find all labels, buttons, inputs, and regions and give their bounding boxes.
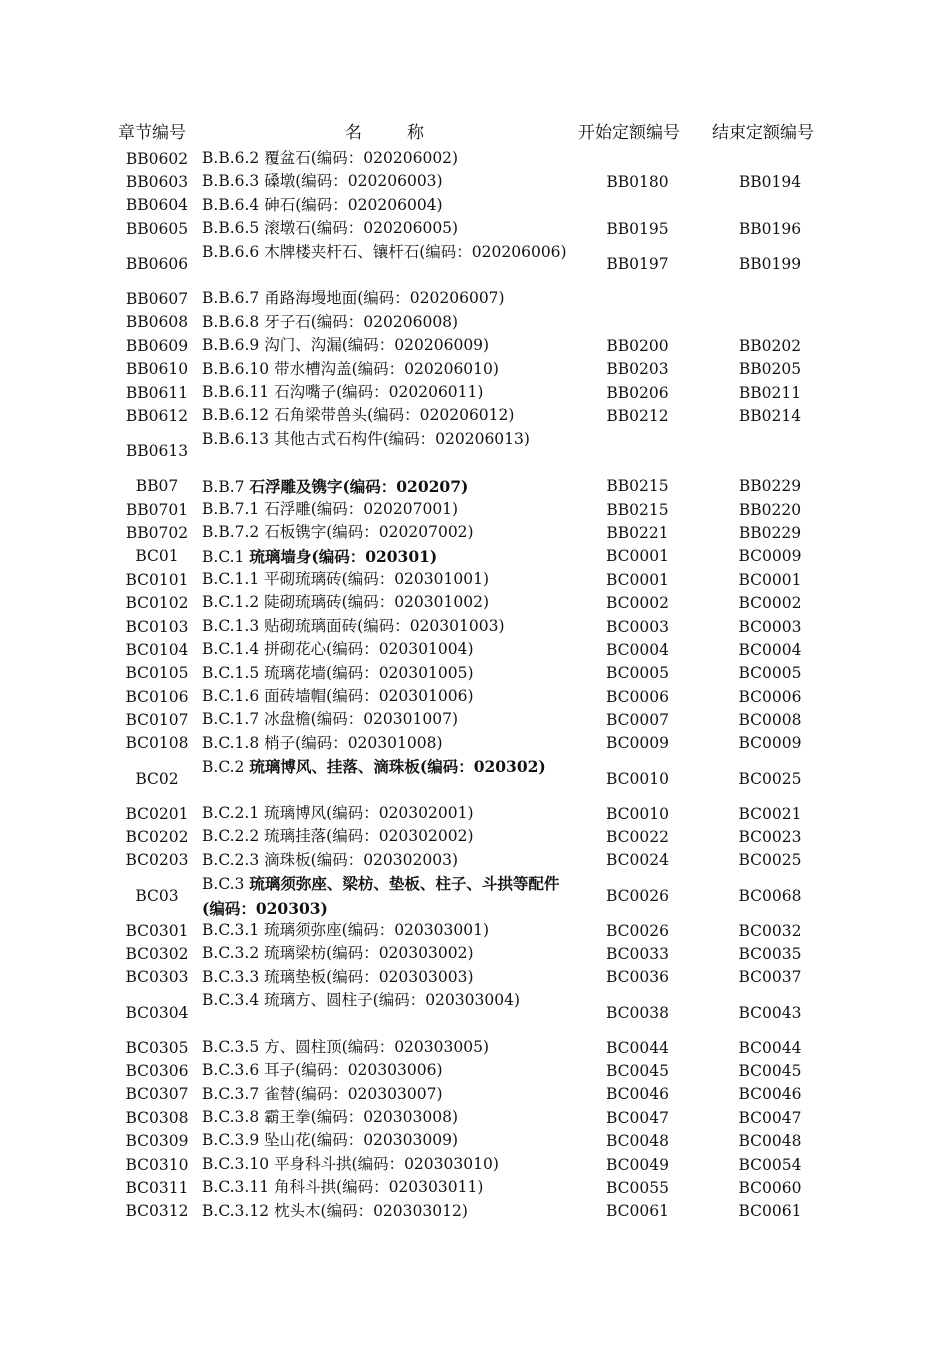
row-end-quota-code: BC0047 <box>738 1108 802 1127</box>
row-section-number: B.C.3.4 <box>202 991 260 1010</box>
table-row <box>0 404 950 427</box>
row-start-quota-code: BC0033 <box>606 945 669 964</box>
row-section-number: B.B.6.7 <box>202 289 260 308</box>
row-end-quota-code: BC0025 <box>738 769 802 788</box>
row-chapter-code: BB07 <box>135 477 179 496</box>
row-start-quota-code: BC0002 <box>606 594 669 613</box>
table-row <box>0 568 950 591</box>
table-row <box>0 287 950 310</box>
row-name <box>202 966 572 989</box>
row-section-number: B.C.2 <box>202 758 245 777</box>
row-item-name: 坠山花(编码：020303009) <box>264 1131 458 1150</box>
header-chapter-code: 章节编号 <box>118 123 186 143</box>
row-end-quota-code: BC0005 <box>738 664 802 683</box>
row-start-quota-code: BB0200 <box>606 336 669 355</box>
row-name <box>202 802 572 825</box>
row-chapter-code: BB0701 <box>125 500 189 519</box>
row-start-quota-code: BC0061 <box>606 1202 669 1221</box>
table-row <box>0 919 950 942</box>
row-chapter-code: BC0303 <box>125 968 189 987</box>
row-name <box>202 381 572 404</box>
row-section-number: B.C.3.3 <box>202 967 260 986</box>
row-chapter-code: BB0602 <box>125 149 189 168</box>
header-name: 名称 <box>345 123 469 143</box>
row-name <box>202 568 572 591</box>
table-row <box>0 989 950 1036</box>
row-chapter-code: BB0610 <box>125 360 189 379</box>
row-start-quota-code <box>600 194 675 217</box>
row-start-quota-code: BC0055 <box>606 1178 669 1197</box>
row-start-quota-code: BC0026 <box>606 921 669 940</box>
row-item-name: 石板镌字(编码：020207002) <box>264 523 474 542</box>
row-name <box>202 287 572 310</box>
row-item-name: 平身科斗拱(编码：020303010) <box>274 1154 499 1173</box>
row-end-quota-code: BC0048 <box>738 1132 802 1151</box>
row-end-quota-code: BC0001 <box>738 570 802 589</box>
row-name <box>202 638 572 661</box>
header-start-quota-code: 开始定额编号 <box>578 123 680 143</box>
row-start-quota-code: BC0036 <box>606 968 669 987</box>
row-end-quota-code <box>730 147 810 170</box>
row-chapter-code: BC0308 <box>125 1108 189 1127</box>
row-section-number: B.B.6.13 <box>202 429 270 448</box>
row-chapter-code: BC0107 <box>125 711 189 730</box>
row-section-number: B.C.1 <box>202 547 245 566</box>
row-end-quota-code: BC0045 <box>738 1062 802 1080</box>
table-row <box>0 662 950 685</box>
row-name <box>202 521 572 544</box>
row-section-number: B.C.1.5 <box>202 663 260 682</box>
row-end-quota-code: BC0044 <box>738 1038 802 1057</box>
row-item-name: 木牌楼夹杆石、镶杆石(编码：020206006) <box>264 242 567 261</box>
row-item-name: 其他古式石构件(编码：020206013) <box>274 429 530 448</box>
row-section-number: B.C.1.8 <box>202 733 260 752</box>
row-section-number: B.B.7.2 <box>202 523 260 542</box>
table-row <box>0 1153 950 1176</box>
row-name <box>202 358 572 381</box>
row-item-name: 石角梁带兽头(编码：020206012) <box>274 406 515 425</box>
row-name <box>202 1129 572 1152</box>
table-row <box>0 194 950 217</box>
row-start-quota-code: BC0049 <box>606 1155 669 1174</box>
row-item-name: 覆盆石(编码：020206002) <box>264 149 459 167</box>
table-row <box>0 170 950 193</box>
row-chapter-code: BC0312 <box>125 1202 189 1221</box>
row-item-name: 平砌琉璃砖(编码：020301001) <box>264 570 489 589</box>
row-end-quota-code: BC0068 <box>738 886 802 905</box>
row-section-number: B.B.6.3 <box>202 172 260 191</box>
row-chapter-code: BC0309 <box>125 1132 189 1151</box>
row-end-quota-code: BC0009 <box>738 734 802 753</box>
row-start-quota-code: BC0022 <box>606 828 669 847</box>
row-item-name: 方、圆柱顶(编码：020303005) <box>264 1037 489 1056</box>
row-start-quota-code: BC0006 <box>606 687 669 706</box>
row-end-quota-code <box>730 194 810 217</box>
row-name <box>202 591 572 614</box>
row-end-quota-code: BC0006 <box>738 687 802 706</box>
row-item-name: 拼砌花心(编码：020301004) <box>264 640 474 659</box>
table-row <box>0 475 950 498</box>
table-row <box>0 311 950 334</box>
row-item-name: 琉璃梁枋(编码：020303002) <box>264 944 474 963</box>
row-end-quota-code: BB0220 <box>738 500 802 519</box>
row-chapter-code: BB0609 <box>125 336 189 355</box>
row-section-number: B.C.3.7 <box>202 1084 260 1103</box>
header-end-quota-code: 结束定额编号 <box>712 123 814 143</box>
row-start-quota-code: BC0038 <box>606 1003 669 1022</box>
row-chapter-code: BB0606 <box>125 254 189 273</box>
row-item-name: 带水槽沟盖(编码：020206010) <box>274 359 499 378</box>
row-name <box>202 428 572 451</box>
row-chapter-code: BB0604 <box>125 196 189 215</box>
row-end-quota-code: BB0202 <box>738 336 802 355</box>
row-section-number: B.B.6.2 <box>202 149 260 167</box>
row-section-number: B.B.7.1 <box>202 499 260 518</box>
row-section-number: B.B.6.4 <box>202 195 260 214</box>
table-row <box>0 591 950 614</box>
row-section-number: B.C.3.6 <box>202 1061 260 1080</box>
row-name <box>202 989 572 1012</box>
row-section-number: B.C.3.12 <box>202 1201 270 1220</box>
row-end-quota-code: BC0008 <box>738 711 802 730</box>
row-end-quota-code: BC0043 <box>738 1003 802 1022</box>
table-row <box>0 732 950 755</box>
table-row <box>0 358 950 381</box>
row-chapter-code: BB0603 <box>125 173 189 192</box>
row-name <box>202 708 572 731</box>
row-name <box>202 872 572 921</box>
row-item-name: 琉璃垫板(编码：020303003) <box>264 967 474 986</box>
row-section-number: B.C.3.2 <box>202 944 260 963</box>
row-item-name: 琉璃墙身(编码：020301) <box>249 546 438 566</box>
row-start-quota-code: BC0010 <box>606 804 669 823</box>
table-row <box>0 428 950 475</box>
table-row <box>0 1059 950 1082</box>
row-section-number: B.C.1.7 <box>202 710 260 729</box>
row-name <box>202 334 572 357</box>
row-chapter-code: BB0612 <box>125 407 189 425</box>
row-end-quota-code: BB0196 <box>738 219 802 238</box>
row-name <box>202 404 572 427</box>
row-name <box>202 498 572 521</box>
row-name <box>202 1200 572 1223</box>
row-start-quota-code: BC0005 <box>606 664 669 683</box>
table-row <box>0 498 950 521</box>
table-row <box>0 1083 950 1106</box>
table-row <box>0 1176 950 1199</box>
row-chapter-code: BC0202 <box>125 828 189 847</box>
row-name <box>202 732 572 755</box>
row-chapter-code: BB0611 <box>125 383 189 402</box>
row-item-name: 枕头木(编码：020303012) <box>274 1201 468 1220</box>
row-name <box>202 194 572 217</box>
row-section-number: B.B.6.9 <box>202 336 260 355</box>
row-item-name: 磉墩(编码：020206003) <box>264 172 443 191</box>
row-section-number: B.C.3.1 <box>202 920 260 939</box>
row-end-quota-code: BC0035 <box>738 945 802 964</box>
row-start-quota-code: BB0203 <box>606 360 669 379</box>
row-name <box>202 849 572 872</box>
row-chapter-code: BC0102 <box>125 594 189 613</box>
row-item-name: 琉璃花墙(编码：020301005) <box>264 663 474 682</box>
row-section-number: B.C.2.2 <box>202 827 260 846</box>
table-row <box>0 966 950 989</box>
row-start-quota-code: BC0004 <box>606 640 669 659</box>
table-row <box>0 381 950 404</box>
table-row <box>0 241 950 288</box>
row-start-quota-code <box>600 147 675 170</box>
row-start-quota-code: BC0024 <box>606 851 669 870</box>
row-end-quota-code: BC0021 <box>738 804 802 823</box>
row-end-quota-code: BB0194 <box>738 173 802 192</box>
row-end-quota-code: BC0004 <box>738 640 802 659</box>
row-name <box>202 919 572 942</box>
row-section-number: B.C.1.3 <box>202 616 260 635</box>
row-name <box>202 685 572 708</box>
row-name <box>202 475 572 499</box>
row-item-name: 冰盘檐(编码：020301007) <box>264 710 458 729</box>
row-item-name: 琉璃博风、挂落、滴珠板(编码：020302) <box>249 757 546 777</box>
table-row <box>0 1106 950 1129</box>
table-row <box>0 849 950 872</box>
row-end-quota-code: BC0054 <box>738 1155 802 1174</box>
row-section-number: B.B.6.6 <box>202 242 260 261</box>
row-name <box>202 147 572 170</box>
table-row <box>0 217 950 240</box>
row-section-number: B.C.2.1 <box>202 803 260 822</box>
row-name <box>202 825 572 848</box>
row-section-number: B.C.2.3 <box>202 850 260 869</box>
row-chapter-code: BB0613 <box>125 442 189 461</box>
row-chapter-code: BC01 <box>135 547 179 566</box>
row-chapter-code: BC03 <box>135 886 179 905</box>
row-start-quota-code: BC0001 <box>606 570 669 589</box>
row-start-quota-code: BC0046 <box>606 1085 669 1104</box>
row-start-quota-code: BB0212 <box>606 407 669 425</box>
row-start-quota-code <box>600 428 675 475</box>
row-start-quota-code: BB0195 <box>606 219 669 238</box>
table-row <box>0 755 950 802</box>
table-row <box>0 1036 950 1059</box>
row-end-quota-code: BB0229 <box>738 477 802 496</box>
row-end-quota-code: BC0046 <box>738 1085 802 1104</box>
row-name <box>202 662 572 685</box>
row-item-name: 沟门、沟漏(编码：020206009) <box>264 336 490 355</box>
row-end-quota-code: BC0003 <box>738 617 802 636</box>
row-end-quota-code: BC0060 <box>738 1178 802 1197</box>
row-start-quota-code: BC0003 <box>606 617 669 636</box>
row-name <box>202 1036 572 1059</box>
row-name <box>202 1083 572 1106</box>
row-name <box>202 1059 572 1082</box>
row-item-name: 石浮雕及镌字(编码：020207) <box>249 476 469 496</box>
table-header <box>0 118 950 144</box>
row-end-quota-code: BB0199 <box>738 254 802 273</box>
row-end-quota-code: BC0032 <box>738 921 802 940</box>
row-chapter-code: BC0302 <box>125 945 189 964</box>
row-start-quota-code: BC0048 <box>606 1132 669 1151</box>
row-end-quota-code: BC0037 <box>738 968 802 987</box>
row-item-name: 琉璃方、圆柱子(编码：020303004) <box>264 991 520 1010</box>
row-section-number: B.C.1.1 <box>202 570 260 589</box>
row-item-name: 琉璃挂落(编码：020302002) <box>264 827 474 846</box>
row-chapter-code: BC0301 <box>125 921 189 940</box>
row-section-number: B.C.3.11 <box>202 1178 270 1197</box>
row-start-quota-code: BC0026 <box>606 886 669 905</box>
row-section-number: B.B.6.5 <box>202 219 260 238</box>
table-row <box>0 545 950 568</box>
row-name <box>202 170 572 193</box>
row-start-quota-code: BB0197 <box>606 254 669 273</box>
row-end-quota-code: BB0205 <box>738 360 802 379</box>
row-chapter-code: BC0105 <box>125 664 189 683</box>
table-row <box>0 1129 950 1152</box>
row-start-quota-code: BC0047 <box>606 1108 669 1127</box>
table-row <box>0 638 950 661</box>
table-row <box>0 147 950 170</box>
row-section-number: B.B.6.11 <box>202 382 270 401</box>
row-end-quota-code: BB0229 <box>738 523 802 542</box>
row-section-number: B.C.3.8 <box>202 1108 260 1127</box>
table-body <box>0 147 950 1223</box>
row-chapter-code: BC0305 <box>125 1038 189 1057</box>
row-start-quota-code <box>600 311 675 334</box>
table-row <box>0 825 950 848</box>
row-item-name: 石沟嘴子(编码：020206011) <box>274 382 484 401</box>
row-chapter-code: BC0106 <box>125 687 189 706</box>
table-row <box>0 615 950 638</box>
row-chapter-code: BC0108 <box>125 734 189 753</box>
row-name <box>202 1106 572 1129</box>
row-start-quota-code: BB0221 <box>606 523 669 542</box>
row-chapter-code: BC0101 <box>125 570 189 589</box>
row-end-quota-code <box>730 428 810 475</box>
row-chapter-code: BB0607 <box>125 290 189 309</box>
row-item-name: 牙子石(编码：020206008) <box>264 312 459 331</box>
row-chapter-code: BC0203 <box>125 851 189 870</box>
table-row <box>0 521 950 544</box>
row-section-number: B.C.1.6 <box>202 687 260 706</box>
table-row <box>0 334 950 357</box>
row-end-quota-code <box>730 311 810 334</box>
row-item-name: 砷石(编码：020206004) <box>264 195 443 214</box>
row-name <box>202 545 572 569</box>
row-section-number: B.B.6.12 <box>202 406 270 425</box>
row-item-name: 石浮雕(编码：020207001) <box>264 499 459 518</box>
row-start-quota-code: BC0010 <box>606 769 669 788</box>
row-section-number: B.C.3.9 <box>202 1131 260 1150</box>
row-name <box>202 942 572 965</box>
row-section-number: B.B.6.8 <box>202 312 260 331</box>
row-start-quota-code: BC0009 <box>606 734 669 753</box>
row-end-quota-code: BC0009 <box>738 547 802 566</box>
row-section-number: B.C.3.5 <box>202 1037 260 1056</box>
row-name <box>202 1176 572 1199</box>
row-chapter-code: BC0310 <box>125 1155 189 1174</box>
row-chapter-code: BC0201 <box>125 804 189 823</box>
row-item-name: 琉璃博风(编码：020302001) <box>264 803 474 822</box>
row-chapter-code: BC0306 <box>125 1062 189 1080</box>
row-chapter-code: BB0702 <box>125 523 189 542</box>
row-start-quota-code: BC0044 <box>606 1038 669 1057</box>
row-item-name: 面砖墙帽(编码：020301006) <box>264 687 474 706</box>
row-chapter-code: BC0304 <box>125 1003 189 1022</box>
table-row <box>0 802 950 825</box>
row-end-quota-code: BB0214 <box>738 407 802 425</box>
table-row <box>0 872 950 919</box>
row-chapter-code: BC0104 <box>125 640 189 659</box>
row-item-name: 贴砌琉璃面砖(编码：020301003) <box>264 616 505 635</box>
row-name <box>202 1153 572 1176</box>
row-section-number: B.B.7 <box>202 477 245 496</box>
row-name <box>202 241 572 264</box>
row-end-quota-code: BB0211 <box>738 383 802 402</box>
row-item-name: 滴珠板(编码：020302003) <box>264 850 458 869</box>
row-section-number: B.B.6.10 <box>202 359 270 378</box>
row-start-quota-code: BC0007 <box>606 711 669 730</box>
row-section-number: B.C.1.4 <box>202 640 260 659</box>
row-start-quota-code: BB0215 <box>606 477 669 496</box>
row-item-name: 甬路海墁地面(编码：020206007) <box>264 289 505 308</box>
row-end-quota-code: BC0025 <box>738 851 802 870</box>
row-start-quota-code: BB0215 <box>606 500 669 519</box>
row-chapter-code: BB0608 <box>125 313 189 332</box>
row-end-quota-code <box>730 287 810 310</box>
row-section-number: B.C.1.2 <box>202 593 260 612</box>
row-item-name: 琉璃须弥座(编码：020303001) <box>264 920 489 939</box>
row-item-name: 琉璃须弥座、梁枋、垫板、柱子、斗拱等配件(编码：020303) <box>202 874 560 918</box>
row-chapter-code: BC02 <box>135 769 179 788</box>
table-row <box>0 708 950 731</box>
table-row <box>0 942 950 965</box>
row-start-quota-code: BC0001 <box>606 547 669 566</box>
row-start-quota-code <box>600 287 675 310</box>
row-name <box>202 311 572 334</box>
row-start-quota-code: BC0045 <box>606 1062 669 1080</box>
row-item-name: 滚墩石(编码：020206005) <box>264 219 459 238</box>
row-chapter-code: BC0103 <box>125 617 189 636</box>
row-name <box>202 217 572 240</box>
row-item-name: 霸王拳(编码：020303008) <box>264 1108 458 1127</box>
row-item-name: 雀替(编码：020303007) <box>264 1084 443 1103</box>
row-item-name: 角科斗拱(编码：020303011) <box>274 1178 484 1197</box>
row-chapter-code: BC0307 <box>125 1085 189 1104</box>
row-item-name: 梢子(编码：020301008) <box>264 733 443 752</box>
row-item-name: 陡砌琉璃砖(编码：020301002) <box>264 593 489 612</box>
row-end-quota-code: BC0002 <box>738 594 802 613</box>
table-row <box>0 685 950 708</box>
row-start-quota-code: BB0206 <box>606 383 669 402</box>
row-start-quota-code: BB0180 <box>606 173 669 192</box>
row-end-quota-code: BC0023 <box>738 828 802 847</box>
row-end-quota-code: BC0061 <box>738 1202 802 1221</box>
row-name <box>202 615 572 638</box>
table-row <box>0 1200 950 1223</box>
row-section-number: B.C.3 <box>202 875 245 894</box>
row-section-number: B.C.3.10 <box>202 1154 270 1173</box>
row-chapter-code: BB0605 <box>125 219 189 238</box>
row-name <box>202 755 572 779</box>
row-item-name: 耳子(编码：020303006) <box>264 1061 443 1080</box>
row-chapter-code: BC0311 <box>125 1178 189 1197</box>
